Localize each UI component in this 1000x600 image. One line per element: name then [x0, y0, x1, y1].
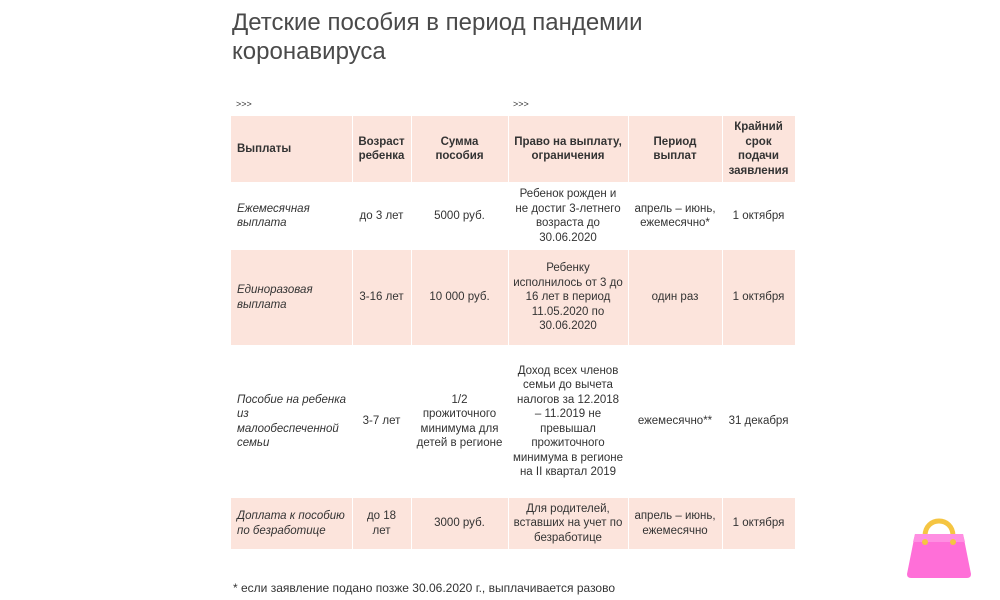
table-header-row: [231, 116, 795, 183]
cell-amount: 10 000 руб.: [411, 250, 508, 346]
cell-payment-type: Доплата к пособию по безработице: [231, 498, 352, 550]
cell-amount: 5000 руб.: [411, 183, 508, 250]
header-child-age: Возраст ребенка: [352, 116, 411, 183]
cell-amount: 3000 руб.: [411, 498, 508, 550]
header-eligibility: Право на выплату, ограничения: [508, 116, 628, 183]
cell-payment-type: Ежемесячная выплата: [231, 183, 352, 250]
cell-age: до 18 лет: [352, 498, 411, 550]
cell-deadline: 1 октября: [722, 498, 795, 550]
cell-deadline: 1 октября: [722, 183, 795, 250]
cell-payment-type: Пособие на ребенка из малообеспеченной семьи: [231, 346, 352, 498]
benefits-table: [231, 116, 796, 550]
page-title: Детские пособия в период пандемии коронавируса: [232, 9, 643, 65]
cell-period: апрель – июнь, ежемесячно*: [628, 183, 722, 250]
header-amount: Сумма пособия: [411, 116, 508, 183]
scroll-hint-right: >>>: [513, 99, 529, 109]
cell-period: ежемесячно**: [628, 346, 722, 498]
cell-deadline: 31 декабря: [722, 346, 795, 498]
cell-age: 3-16 лет: [352, 250, 411, 346]
header-payments: Выплаты: [231, 116, 352, 183]
cell-eligibility: Ребенок рожден и не достиг 3-летнего возраста до 30.06.2020: [508, 183, 628, 250]
cell-deadline: 1 октября: [722, 250, 795, 346]
cell-period: один раз: [628, 250, 722, 346]
cell-eligibility: Ребенку исполнилось от 3 до 16 лет в период 11.05.2020 по 30.06.2020: [508, 250, 628, 346]
cell-eligibility: Доход всех членов семьи до вычета налогов за 12.2018 – 11.2019 не превышал прожиточного минимума в регионе на II квартал 2019: [508, 346, 628, 498]
shopping-bag-icon[interactable]: [905, 512, 973, 580]
scroll-hint-left: >>>: [236, 99, 252, 109]
table-row: [231, 498, 795, 550]
table-row: [231, 250, 795, 346]
footnote: * если заявление подано позже 30.06.2020 г., выплачивается разово: [233, 581, 616, 595]
cell-eligibility: Для родителей, вставших на учет по безработице: [508, 498, 628, 550]
header-deadline: Крайний срок подачи заявления: [722, 116, 795, 183]
cell-period: апрель – июнь, ежемесячно: [628, 498, 722, 550]
cell-amount: 1/2 прожиточного минимума для детей в регионе: [411, 346, 508, 498]
cell-age: до 3 лет: [352, 183, 411, 250]
table-row: [231, 346, 795, 498]
cell-age: 3-7 лет: [352, 346, 411, 498]
table-row: [231, 183, 795, 250]
header-period: Период выплат: [628, 116, 722, 183]
cell-payment-type: Единоразовая выплата: [231, 250, 352, 346]
